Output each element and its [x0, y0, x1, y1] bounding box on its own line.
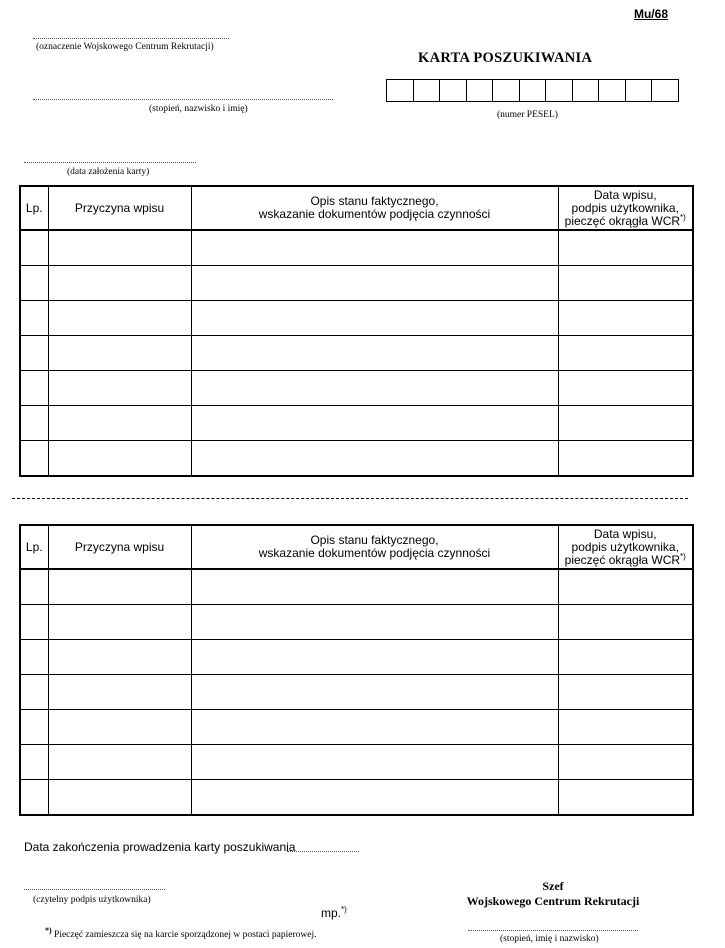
reason-header: Przyczyna wpisu — [48, 186, 191, 230]
description-cell[interactable] — [191, 406, 558, 441]
date-signature-cell[interactable] — [558, 675, 693, 710]
card-date-field[interactable] — [24, 162, 196, 163]
pesel-label: (numer PESEL) — [497, 110, 558, 120]
lp-cell[interactable] — [20, 406, 48, 441]
wcr-designation-field[interactable] — [33, 38, 229, 39]
form-code: Mu/68 — [633, 7, 668, 21]
description-header: Opis stanu faktycznego, wskazanie dokumentów podjęcia czynności — [191, 186, 558, 230]
wcr-designation-label: (oznaczenie Wojskowego Centrum Rekrutacji) — [36, 42, 214, 52]
lp-cell[interactable] — [20, 230, 48, 266]
end-date-label: Data zakończenia prowadzenia karty poszukiwania — [24, 840, 296, 854]
date-signature-cell[interactable] — [558, 780, 693, 816]
table-row — [20, 780, 693, 816]
date-signature-cell[interactable] — [558, 569, 693, 605]
description-cell[interactable] — [191, 371, 558, 406]
table-row — [20, 371, 693, 406]
page-title: KARTA POSZUKIWANIA — [418, 50, 593, 66]
table-row — [20, 441, 693, 477]
pesel-digit-box[interactable] — [626, 79, 653, 102]
rank-name-label: (stopień, nazwisko i imię) — [149, 104, 248, 114]
lp-cell[interactable] — [20, 710, 48, 745]
description-header: Opis stanu faktycznego, wskazanie dokumentów podjęcia czynności — [191, 525, 558, 569]
reason-cell[interactable] — [48, 336, 191, 371]
table-row — [20, 406, 693, 441]
chief-title: Szef Wojskowego Centrum Rekrutacji — [466, 879, 640, 908]
pesel-digit-box[interactable] — [652, 79, 679, 102]
pesel-boxes[interactable] — [386, 79, 679, 102]
lp-header: Lp. — [20, 525, 48, 569]
pesel-digit-box[interactable] — [493, 79, 520, 102]
reason-cell[interactable] — [48, 230, 191, 266]
reason-cell[interactable] — [48, 780, 191, 816]
description-cell[interactable] — [191, 336, 558, 371]
description-cell[interactable] — [191, 745, 558, 780]
pesel-digit-box[interactable] — [546, 79, 573, 102]
lp-cell[interactable] — [20, 441, 48, 477]
card-date-label: (data założenia karty) — [67, 167, 150, 177]
date-signature-cell[interactable] — [558, 336, 693, 371]
description-cell[interactable] — [191, 605, 558, 640]
reason-cell[interactable] — [48, 675, 191, 710]
reason-cell[interactable] — [48, 441, 191, 477]
user-signature-field[interactable] — [24, 889, 165, 890]
pesel-digit-box[interactable] — [387, 79, 414, 102]
pesel-digit-box[interactable] — [467, 79, 494, 102]
reason-cell[interactable] — [48, 710, 191, 745]
table-row — [20, 675, 693, 710]
pesel-digit-box[interactable] — [440, 79, 467, 102]
date-signature-cell[interactable] — [558, 301, 693, 336]
cut-line-separator — [12, 498, 688, 499]
footnote-mark: *) — [341, 905, 347, 914]
entries-table-1 — [19, 185, 694, 477]
table-row — [20, 569, 693, 605]
lp-cell[interactable] — [20, 371, 48, 406]
description-cell[interactable] — [191, 780, 558, 816]
date-signature-cell[interactable] — [558, 266, 693, 301]
reason-cell[interactable] — [48, 301, 191, 336]
description-cell[interactable] — [191, 441, 558, 477]
reason-cell[interactable] — [48, 266, 191, 301]
date-signature-cell[interactable] — [558, 640, 693, 675]
date-signature-cell[interactable] — [558, 745, 693, 780]
table-row — [20, 745, 693, 780]
table-row — [20, 230, 693, 266]
description-cell[interactable] — [191, 230, 558, 266]
date-signature-cell[interactable] — [558, 230, 693, 266]
footnote-mark: *) — [680, 212, 686, 222]
chief-signature-label: (stopień, imię i nazwisko) — [500, 934, 599, 944]
lp-cell[interactable] — [20, 336, 48, 371]
table-row — [20, 301, 693, 336]
footnote-mark: *) — [45, 925, 52, 935]
reason-cell[interactable] — [48, 569, 191, 605]
stamp-place-label: mp.*) — [321, 905, 347, 920]
table-header-row — [20, 525, 693, 569]
date-signature-cell[interactable] — [558, 406, 693, 441]
reason-cell[interactable] — [48, 745, 191, 780]
pesel-digit-box[interactable] — [599, 79, 626, 102]
lp-cell[interactable] — [20, 301, 48, 336]
lp-cell[interactable] — [20, 605, 48, 640]
footnote-mark: *) — [680, 551, 686, 561]
description-cell[interactable] — [191, 569, 558, 605]
lp-cell[interactable] — [20, 745, 48, 780]
reason-header: Przyczyna wpisu — [48, 525, 191, 569]
pesel-digit-box[interactable] — [414, 79, 441, 102]
reason-cell[interactable] — [48, 371, 191, 406]
date-signature-header: Data wpisu, podpis użytkownika, pieczęć okrągła WCR*) — [558, 186, 693, 230]
date-signature-cell[interactable] — [558, 710, 693, 745]
footnote: *) Pieczęć zamieszcza się na karcie sporządzonej w postaci papierowej. — [45, 925, 317, 940]
entries-table-2 — [19, 524, 694, 816]
date-signature-cell[interactable] — [558, 371, 693, 406]
table-row — [20, 266, 693, 301]
table-row — [20, 640, 693, 675]
lp-cell[interactable] — [20, 266, 48, 301]
lp-cell[interactable] — [20, 675, 48, 710]
description-cell[interactable] — [191, 266, 558, 301]
lp-header: Lp. — [20, 186, 48, 230]
description-cell[interactable] — [191, 710, 558, 745]
description-cell[interactable] — [191, 640, 558, 675]
date-signature-cell[interactable] — [558, 605, 693, 640]
user-signature-label: (czytelny podpis użytkownika) — [33, 895, 151, 905]
reason-cell[interactable] — [48, 605, 191, 640]
chief-signature-field[interactable] — [468, 930, 638, 931]
rank-name-field[interactable] — [33, 99, 333, 100]
lp-cell[interactable] — [20, 569, 48, 605]
table-header-row — [20, 186, 693, 230]
pesel-digit-box[interactable] — [520, 79, 547, 102]
table-row — [20, 710, 693, 745]
description-cell[interactable] — [191, 675, 558, 710]
date-signature-cell[interactable] — [558, 441, 693, 477]
table-row — [20, 336, 693, 371]
lp-cell[interactable] — [20, 780, 48, 816]
reason-cell[interactable] — [48, 406, 191, 441]
description-cell[interactable] — [191, 301, 558, 336]
lp-cell[interactable] — [20, 640, 48, 675]
pesel-digit-box[interactable] — [573, 79, 600, 102]
table-row — [20, 605, 693, 640]
date-signature-header: Data wpisu, podpis użytkownika, pieczęć okrągła WCR*) — [558, 525, 693, 569]
reason-cell[interactable] — [48, 640, 191, 675]
end-date-field[interactable] — [287, 851, 359, 852]
